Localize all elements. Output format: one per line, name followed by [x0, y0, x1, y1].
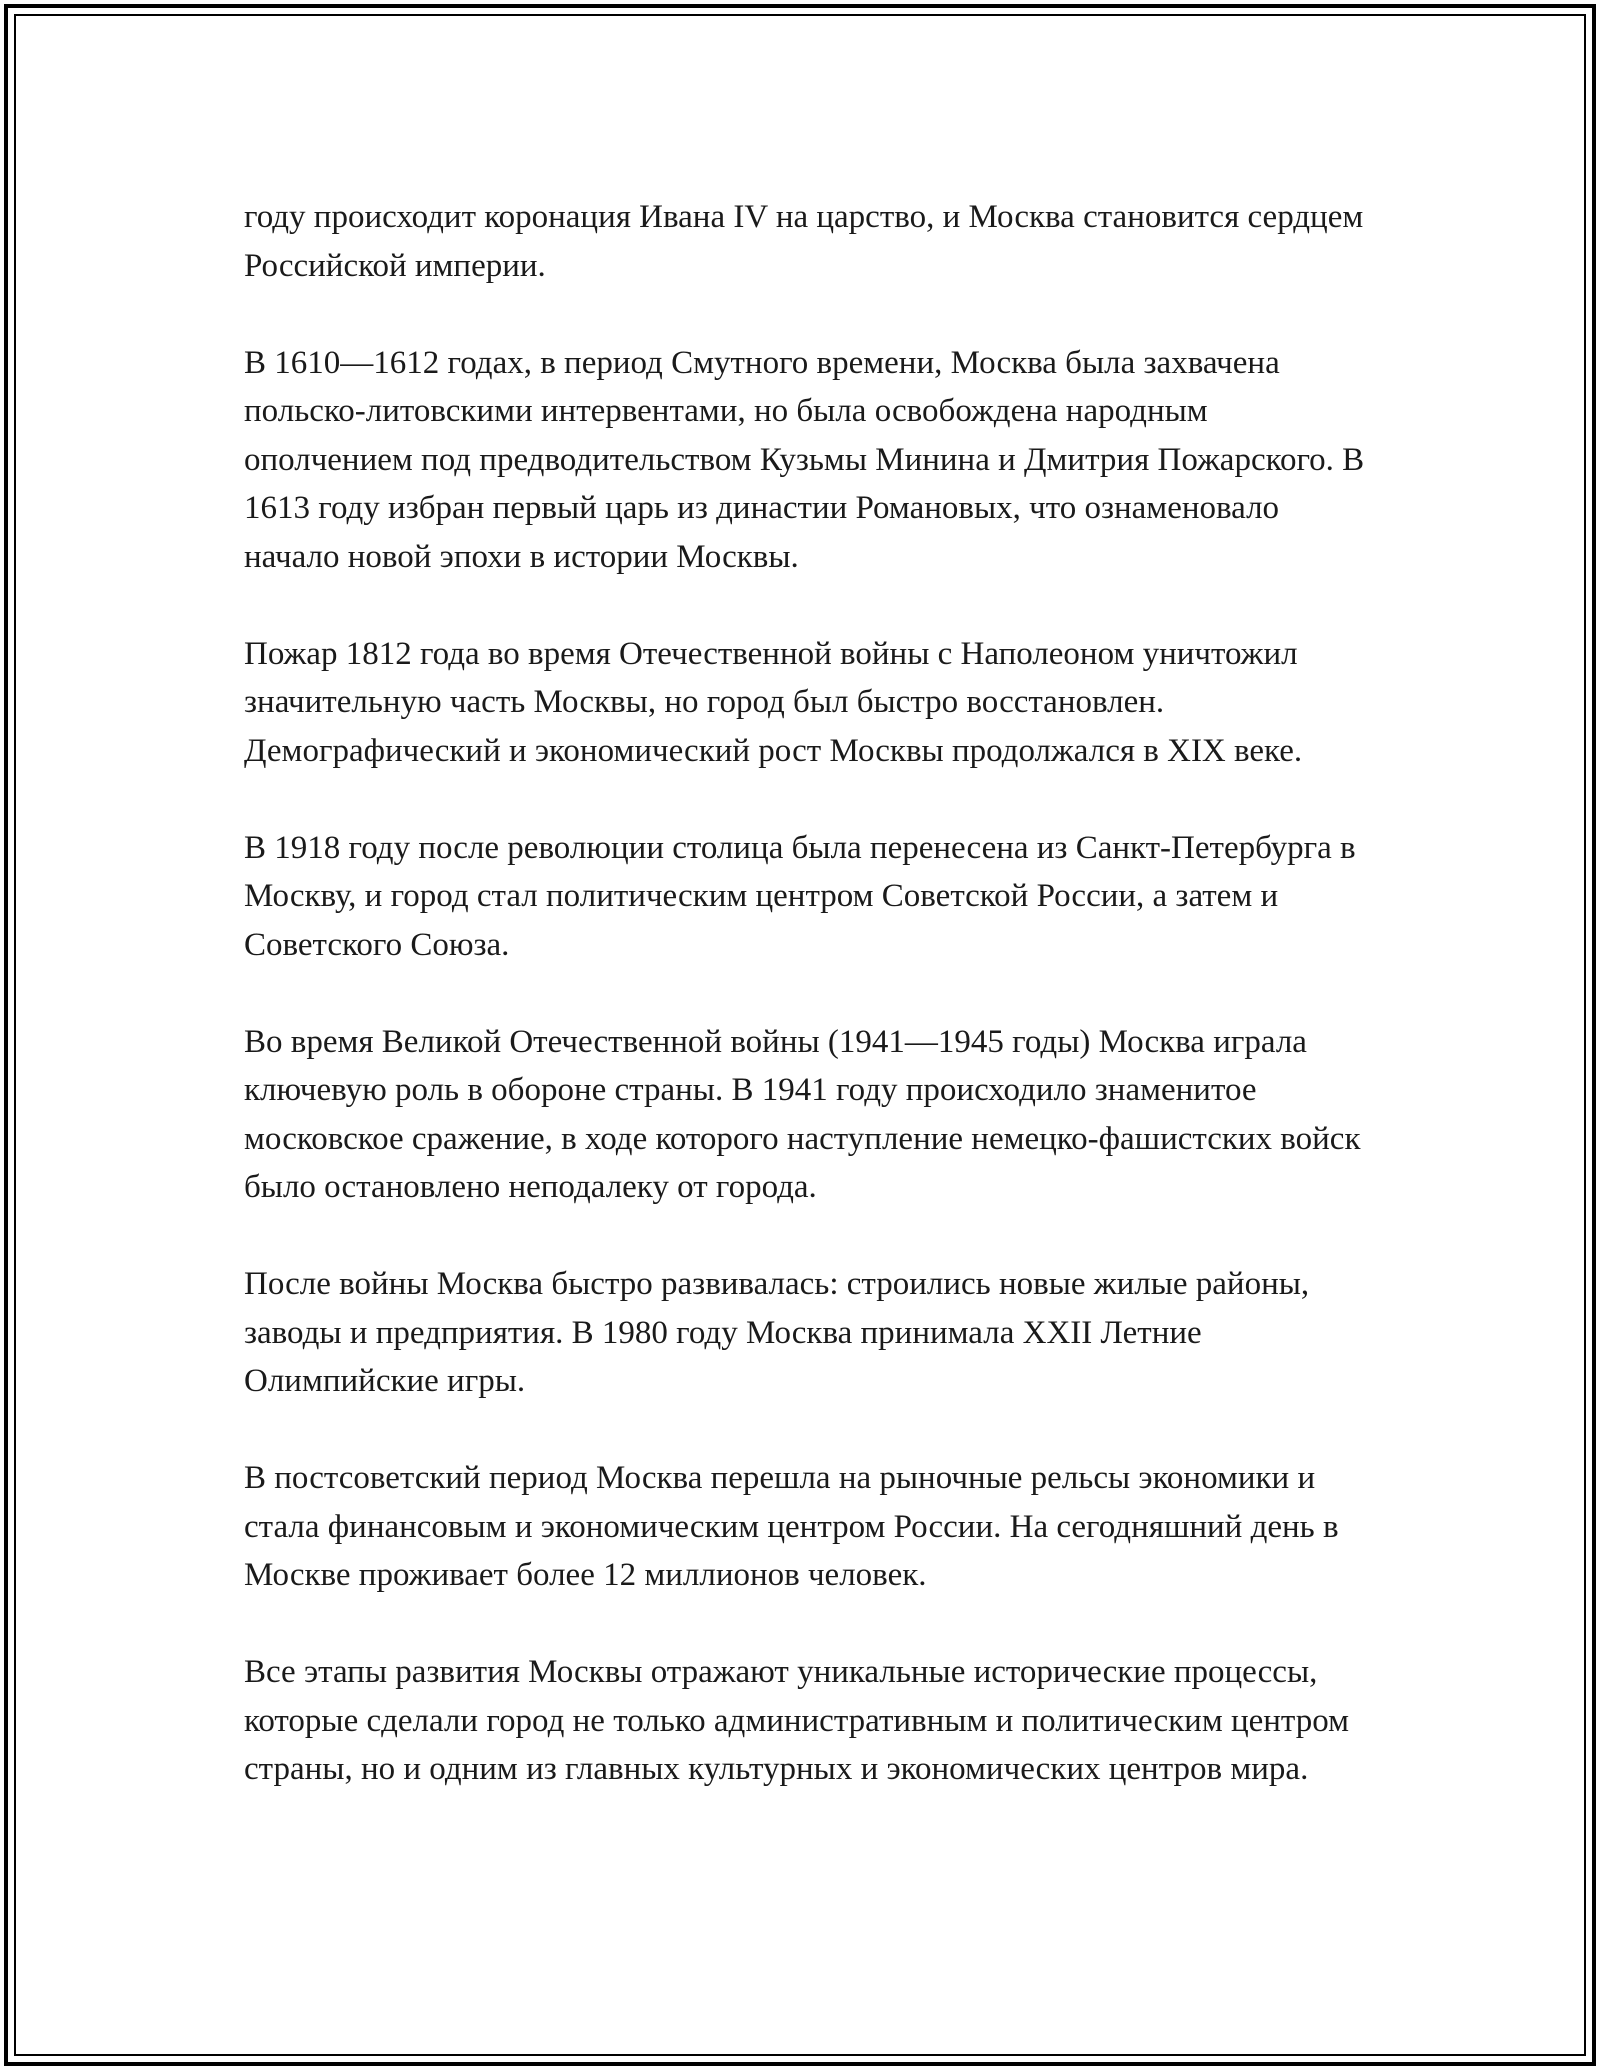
paragraph: После войны Москва быстро развивалась: строились новые жилые районы, заводы и предприятия. В 1980 году Москва принимала XXII Летние Олимпийские игры. [244, 1266, 1310, 1399]
paragraph: В постсоветский период Москва перешла на рыночные рельсы экономики и стала финансовым и экономическим центром России. На сегодняшний день в Москве проживает более 12 миллионов человек. [244, 1460, 1339, 1593]
paragraph: В 1610—1612 годах, в период Смутного времени, Москва была захвачена польско-литовскими интервентами, но была освобождена народным ополчением под предводительством Кузьмы Минина и Дмитрия Пожарского. В 1613 году избран первый царь из династии Романовых, что ознаменовало начало новой эпохи в истории Москвы. [244, 344, 1365, 575]
paragraph: Пожар 1812 года во время Отечественной войны с Наполеоном уничтожил значительную часть Москвы, но город был быстро восстановлен. Демографический и экономический рост Москвы продолжался в XIX веке. [244, 635, 1303, 769]
paragraph: году происходит коронация Ивана IV на царство, и Москва становится сердцем Российской империи. [244, 199, 1364, 284]
paragraph: Во время Великой Отечественной войны (1941—1945 годы) Москва играла ключевую роль в обороне страны. В 1941 году происходило знаменитое московское сражение, в ходе которого наступление немецко-фашистских войск было остановлено неподалеку от города. [244, 1023, 1361, 1205]
document-page [4, 4, 1596, 2066]
paragraph: Все этапы развития Москвы отражают уникальные исторические процессы, которые сделали город не только административным и политическим центром страны, но и одним из главных культурных и экономических центров мира. [244, 1654, 1350, 1787]
document-body [244, 193, 1374, 1842]
paragraph: В 1918 году после революции столица была перенесена из Санкт-Петербурга в Москву, и город стал политическим центром Советской России, а затем и Советского Союза. [244, 829, 1356, 963]
